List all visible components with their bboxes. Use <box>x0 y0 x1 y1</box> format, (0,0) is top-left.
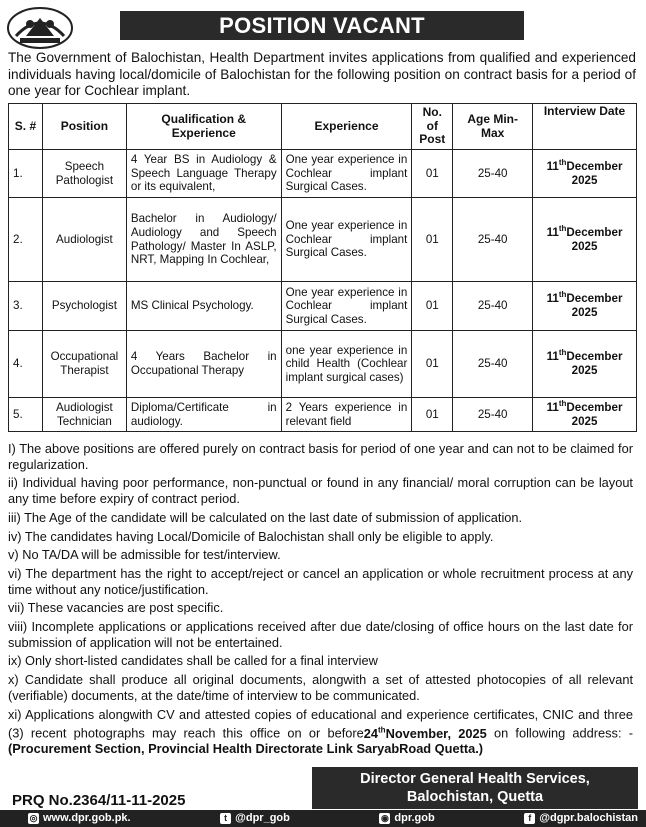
cell-interview-date: 11thDecember 2025 <box>533 398 637 432</box>
globe-icon: ◎ <box>29 813 38 823</box>
header-qualification: Qualification & Experience <box>126 104 281 150</box>
cell-qualification: 4 Years Bachelor in Occupational Therapy <box>126 331 281 398</box>
cell-experience: One year experience in Cochlear implant Surgical Cases. <box>281 282 412 331</box>
cell-age: 25-40 <box>453 282 533 331</box>
twitter-icon: t <box>220 813 231 824</box>
cell-age: 25-40 <box>453 150 533 198</box>
note-item: vi) The department has the right to accept/reject or cancel an application or whole recruitment process at any time without any notice/justification. <box>8 565 633 597</box>
footer-twitter[interactable]: t @dpr_gob <box>220 810 290 827</box>
cell-position: Occupational Therapist <box>42 331 126 398</box>
note-item: iii) The Age of the candidate will be calculated on the last date of submission of application. <box>8 509 523 525</box>
footer-facebook[interactable]: f @dgpr.balochistan <box>524 810 638 827</box>
header-posts: No. of Post <box>412 104 453 150</box>
page-title: POSITION VACANT <box>120 11 524 40</box>
cell-qualification: Bachelor in Audiology/ Audiology and Speech Pathology/ Master In ASLP, NRT, Mapping In Cochlear, <box>126 198 281 282</box>
cell-qualification: MS Clinical Psychology. <box>126 282 281 331</box>
table-header-row <box>9 104 637 150</box>
cell-experience: one year experience in child Health (Cochlear implant surgical cases) <box>281 331 412 398</box>
cell-sn: 4. <box>9 331 43 398</box>
table-row <box>9 150 637 198</box>
table-row <box>9 398 637 432</box>
note-item: I) The above positions are offered purely on contract basis for period of one year and can not to be claimed for regularization. <box>8 441 633 472</box>
cell-experience: One year experience in Cochlear implant Surgical Cases. <box>281 150 412 198</box>
cell-interview-date: 11thDecember 2025 <box>533 150 637 198</box>
note-item: vii) These vacancies are post specific. <box>8 600 224 616</box>
table-row <box>9 282 637 331</box>
cell-position: Speech Pathologist <box>42 150 126 198</box>
cell-experience: 2 Years experience in relevant field <box>281 398 412 432</box>
header-experience: Experience <box>281 104 412 150</box>
cell-experience: One year experience in Cochlear implant Surgical Cases. <box>281 198 412 282</box>
cell-posts: 01 <box>412 282 453 331</box>
cell-interview-date: 11thDecember 2025 <box>533 282 637 331</box>
signature-block <box>312 767 638 809</box>
footer-website[interactable]: ◎ www.dpr.gob.pk. <box>29 812 131 824</box>
cell-posts: 01 <box>412 331 453 398</box>
government-of-balochistan-emblem <box>6 6 74 50</box>
header-sn: S. # <box>9 104 43 150</box>
prq-number: PRQ No.2364/11-11-2025 <box>12 792 186 809</box>
submission-address: (Procurement Section, Provincial Health Directorate Link SaryabRoad Quetta.) <box>8 741 484 757</box>
note-item: v) No TA/DA will be admissible for test/interview. <box>8 547 281 563</box>
table-row <box>9 198 637 282</box>
table-row <box>9 331 637 398</box>
header-position: Position <box>42 104 126 150</box>
positions-table <box>8 103 637 432</box>
cell-age: 25-40 <box>453 198 533 282</box>
cell-sn: 3. <box>9 282 43 331</box>
cell-interview-date: 11thDecember 2025 <box>533 331 637 398</box>
signature-line-1: Director General Health Services, <box>360 771 590 787</box>
header-age: Age Min-Max <box>453 104 533 150</box>
cell-interview-date: 11thDecember 2025 <box>533 198 637 282</box>
cell-age: 25-40 <box>453 331 533 398</box>
facebook-icon: f <box>524 813 535 824</box>
footer-instagram[interactable]: ◉ dpr.gob <box>380 812 435 824</box>
note-item-submission: xi) Applications alongwith CV and attested copies of educational and experience certificates, CNIC and three (3) recent photographs may reach this office on or before24thNovember, 2025 on following address: - (Procurement Section, Provincial Health Directorate Link SaryabRoad Quetta.) <box>8 706 634 757</box>
cell-posts: 01 <box>412 398 453 432</box>
cell-position: Psychologist <box>42 282 126 331</box>
note-item: x) Candidate shall produce all original documents, alongwith a set of attested photocopies of all relevant (verifiable) documents, at the date/time of interview to be communicated. <box>8 672 633 703</box>
note-item: iv) The candidates having Local/Domicile of Balochistan shall only be eligible to apply. <box>8 528 494 544</box>
cell-position: Audiologist Technician <box>42 398 126 432</box>
cell-sn: 1. <box>9 150 43 198</box>
cell-qualification: 4 Year BS in Audiology & Speech Language Therapy or its equivalent, <box>126 150 281 198</box>
cell-age: 25-40 <box>453 398 533 432</box>
footer-bar <box>0 810 646 827</box>
terms-and-conditions <box>8 441 633 760</box>
note-item: ix) Only short-listed candidates shall be called for a final interview <box>8 653 378 669</box>
cell-qualification: Diploma/Certificate in audiology. <box>126 398 281 432</box>
intro-paragraph: The Government of Balochistan, Health Department invites applications from qualified and experienced individuals having local/domicile of Balochistan for the following position on contract basis for a period of one year for Cochlear implant. <box>8 50 636 98</box>
cell-sn: 2. <box>9 198 43 282</box>
cell-posts: 01 <box>412 198 453 282</box>
signature-line-2: Balochistan, Quetta <box>406 789 544 805</box>
note-item: ii) Individual having poor performance, non-punctual or found in any financial/ moral corruption can be layout any time before expiry of contract period. <box>8 475 633 507</box>
cell-sn: 5. <box>9 398 43 432</box>
header-interview-date: Interview Date <box>533 104 637 150</box>
note-item: viii) Incomplete applications or applications received after due date/closing of office hours on the last date for submission of application will not be entertained. <box>8 619 633 650</box>
cell-posts: 01 <box>412 150 453 198</box>
instagram-icon: ◉ <box>380 813 389 823</box>
cell-position: Audiologist <box>42 198 126 282</box>
